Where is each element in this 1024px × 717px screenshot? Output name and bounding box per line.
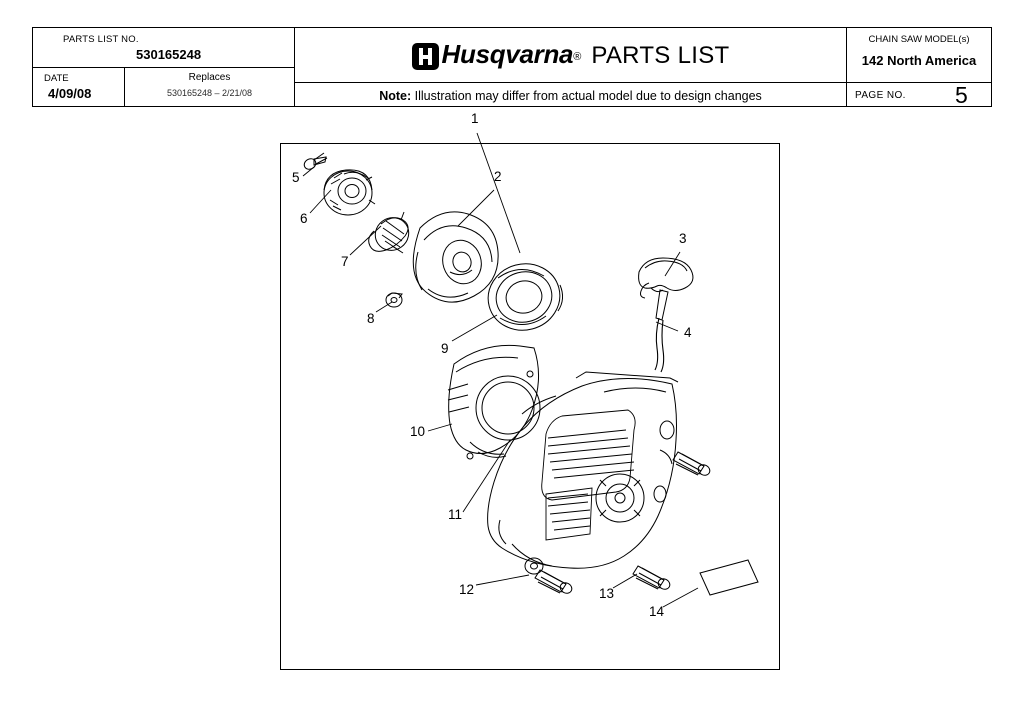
page-cell: [847, 83, 991, 106]
note-cell: [295, 83, 846, 106]
date-cell: [33, 68, 125, 106]
parts-list-no-value: 530165248: [136, 47, 202, 62]
page-value: 5: [955, 82, 968, 108]
callout-12: 12: [459, 582, 475, 597]
note-row: [295, 89, 846, 103]
replaces-cell: [125, 68, 294, 106]
callout-9: 9: [441, 341, 449, 356]
husqvarna-logo-icon: [412, 43, 439, 70]
callout-6: 6: [300, 211, 308, 226]
page-label: PAGE NO.: [855, 90, 906, 101]
callout-2: 2: [494, 169, 502, 184]
brand-row: [295, 39, 846, 70]
callout-4: 4: [684, 325, 692, 340]
callout-8: 8: [367, 311, 375, 326]
date-replaces-row: [33, 68, 294, 106]
parts-list-no-label: PARTS LIST NO.: [63, 34, 139, 45]
registered-trademark-icon: ®: [573, 51, 582, 63]
date-label: DATE: [44, 73, 69, 84]
note-label: Note:: [379, 89, 412, 103]
callout-11: 11: [448, 507, 463, 522]
parts-list-no-cell: [33, 28, 294, 68]
callout-14: 14: [649, 604, 665, 619]
model-value: 142 North America: [861, 53, 977, 68]
header-right-block: [847, 28, 991, 106]
date-value: 4/09/08: [48, 86, 92, 101]
header-left-block: [33, 28, 295, 106]
header-table: [32, 27, 992, 107]
callout-13: 13: [599, 586, 615, 601]
note-text: Illustration may differ from actual model due to design changes: [414, 89, 762, 103]
brand-name: Husqvarna: [441, 39, 574, 69]
model-cell: [847, 28, 991, 83]
replaces-value: 530165248 – 2/21/08: [166, 88, 253, 98]
illustration-frame: [280, 143, 780, 670]
callout-7: 7: [341, 254, 349, 269]
header-center-block: [295, 28, 847, 106]
model-label: CHAIN SAW MODEL(s): [868, 34, 970, 45]
callout-1: 1: [471, 111, 479, 126]
replaces-label: Replaces: [188, 72, 231, 83]
callout-10: 10: [410, 424, 426, 439]
callout-5: 5: [292, 170, 300, 185]
document-title: PARTS LIST: [591, 42, 730, 69]
callout-3: 3: [679, 231, 687, 246]
brand-title-cell: [295, 28, 846, 83]
